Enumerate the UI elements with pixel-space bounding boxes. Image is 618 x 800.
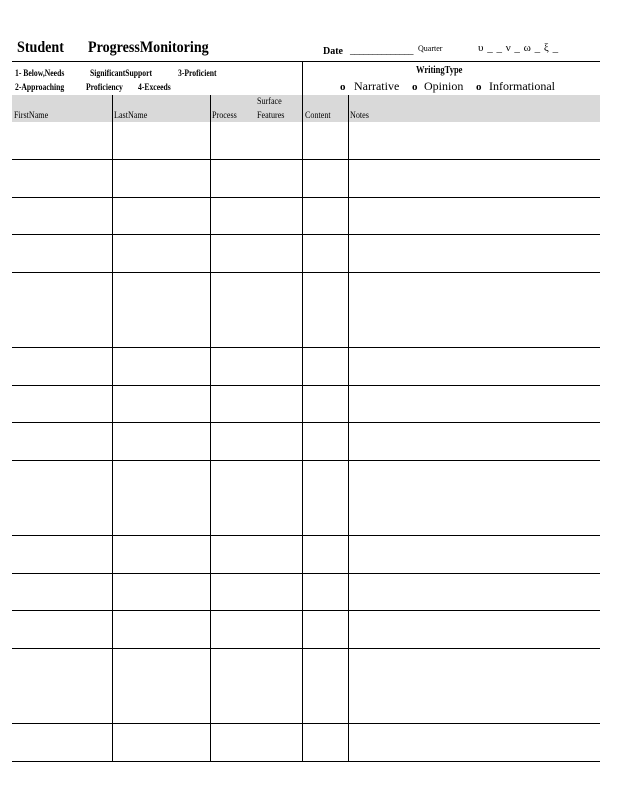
col-process: Process [212,110,237,120]
quarter-label: Quarter [418,44,443,53]
table-row [12,385,600,386]
narrative-label: Narrative [354,79,400,93]
table-row [12,422,600,423]
table-row [12,761,600,762]
legend-2b: Proficiency [86,82,123,92]
opinion-radio[interactable]: o [412,81,418,93]
table-row [12,234,600,235]
col-divider-content [302,61,303,761]
informational-radio[interactable]: o [476,81,482,93]
quarter-options[interactable]: υ _ _ ν _ ω _ ξ _ [478,42,559,54]
table-row [12,159,600,160]
table-row [12,272,600,273]
table-row [12,460,600,461]
legend-2: 2-Approaching [15,82,65,92]
opinion-label: Opinion [424,79,464,93]
narrative-radio[interactable]: o [340,81,346,93]
legend-1: 1- Below,Needs [15,68,65,78]
date-label: Date [323,46,343,57]
title-student: Student [17,39,64,56]
col-content: Content [305,110,331,120]
title-progress-monitoring: ProgressMonitoring [88,39,209,56]
informational-label: Informational [489,79,555,93]
table-row [12,573,600,574]
table-row [12,535,600,536]
header-divider [12,61,600,62]
col-surface: Surface [257,96,282,106]
table-row [12,648,600,649]
legend-1b: SignificantSupport [90,68,153,78]
col-divider-notes [348,95,349,761]
table-row [12,197,600,198]
col-first-name: FirstName [14,110,49,120]
col-notes: Notes [350,110,369,120]
date-field[interactable]: ______________ [350,45,413,56]
col-divider-last [112,95,113,761]
col-features: Features [257,110,285,120]
table-row [12,610,600,611]
writing-type-label: WritingType [416,65,463,76]
table-row [12,347,600,348]
col-last-name: LastName [114,110,148,120]
table-row [12,723,600,724]
legend-3: 3-Proficient [178,68,217,78]
legend-4: 4-Exceeds [138,82,171,92]
col-divider-process [210,95,211,761]
